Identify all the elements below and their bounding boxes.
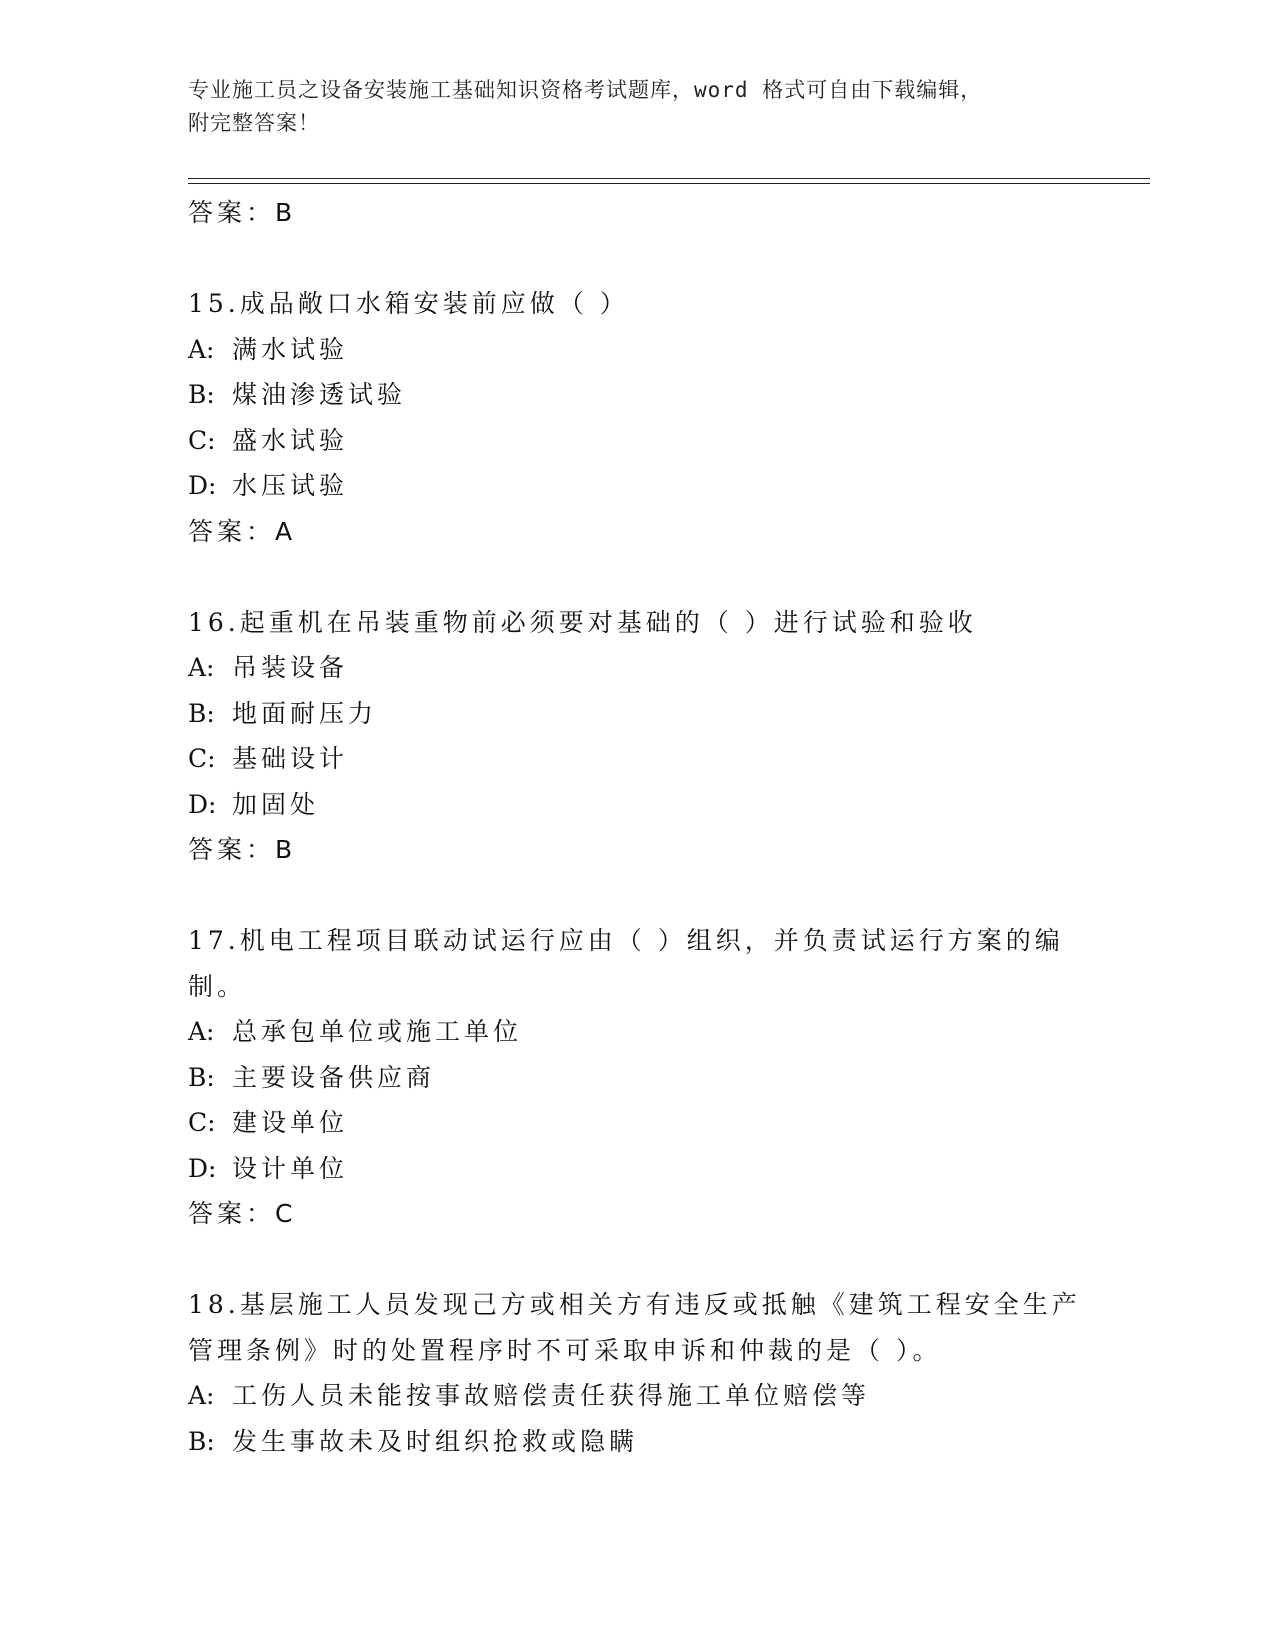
option-letter: B: (188, 380, 215, 409)
question-block (188, 1282, 1148, 1464)
option-line (188, 1146, 1148, 1192)
option-line (188, 782, 1148, 828)
header-divider-top (188, 178, 1150, 179)
option-text: 加固处 (232, 789, 320, 819)
option-text: 吊装设备 (232, 653, 349, 682)
answer-line (188, 827, 1148, 873)
question-block (188, 918, 1148, 1237)
option-line (188, 1009, 1148, 1055)
option-text: 盛水试验 (232, 425, 349, 455)
question-block (188, 600, 1148, 873)
spacer (188, 236, 1148, 282)
option-line (188, 645, 1148, 691)
question-text: 15.成品敞口水箱安装前应做（ ） (188, 289, 629, 318)
question-text: 17.机电工程项目联动试运行应由（ ）组织，并负责试运行方案的编 (188, 926, 1064, 955)
question-text: 16.起重机在吊装重物前必须要对基础的（ ）进行试验和验收 (188, 607, 977, 637)
option-text: 满水试验 (232, 334, 349, 364)
option-text: 总承包单位或施工单位 (232, 1017, 523, 1046)
option-letter: A: (188, 334, 215, 364)
option-letter: D: (188, 471, 217, 500)
header-line-1: 专业施工员之设备安装施工基础知识资格考试题库，word 格式可自由下载编辑， (188, 78, 983, 102)
option-text: 发生事故未及时组织抢救或隐瞒 (232, 1426, 639, 1456)
answer-line (188, 1191, 1148, 1237)
option-text: 工伤人员未能按事故赔偿责任获得施工单位赔偿等 (232, 1381, 871, 1410)
answer-value: B (275, 835, 294, 864)
option-letter: B: (188, 1426, 215, 1456)
spacer (188, 873, 1148, 919)
option-line (188, 1419, 1148, 1465)
answer-label: 答案： (188, 1199, 276, 1228)
option-letter: D: (188, 1153, 217, 1183)
option-text: 地面耐压力 (232, 698, 378, 728)
spacer (188, 554, 1148, 600)
option-letter: A: (188, 1017, 215, 1046)
option-text: 煤油渗透试验 (232, 380, 407, 409)
option-line (188, 1100, 1148, 1146)
answer-label: 答案： (188, 198, 276, 227)
answer-label: 答案： (188, 835, 276, 864)
option-line (188, 736, 1148, 782)
answer-value: A (275, 516, 294, 546)
spacer (188, 1237, 1148, 1283)
option-line (188, 691, 1148, 737)
option-line (188, 418, 1148, 464)
option-letter: B: (188, 1062, 215, 1092)
option-letter: B: (188, 698, 215, 728)
option-line (188, 463, 1148, 509)
question-text: 18.基层施工人员发现己方或相关方有违反或抵触《建筑工程安全生产 (188, 1290, 1081, 1319)
document-header (188, 74, 1068, 140)
header-divider-bottom (188, 183, 1150, 184)
question-text-continued: 制。 (188, 971, 247, 1001)
option-text: 建设单位 (232, 1108, 349, 1137)
option-letter: A: (188, 1381, 215, 1410)
option-letter: C: (188, 744, 216, 773)
answer-value: B (275, 198, 294, 227)
option-line (188, 1055, 1148, 1101)
option-text: 主要设备供应商 (232, 1062, 436, 1092)
option-line (188, 1373, 1148, 1419)
option-letter: A: (188, 653, 215, 682)
answer-label: 答案： (188, 516, 276, 546)
answer-line (188, 509, 1148, 555)
answer-line (188, 190, 1148, 236)
answer-value: C (275, 1199, 294, 1228)
option-line (188, 327, 1148, 373)
option-text: 水压试验 (232, 471, 349, 500)
option-text: 设计单位 (232, 1153, 349, 1183)
option-letter: C: (188, 425, 216, 455)
option-line (188, 372, 1148, 418)
header-line-2: 附完整答案！ (188, 111, 320, 135)
question-list (188, 190, 1148, 1464)
option-text: 基础设计 (232, 744, 349, 773)
question-text-continued: 管理条例》时的处置程序时不可采取申诉和仲裁的是（ ）。 (188, 1335, 942, 1365)
option-letter: C: (188, 1108, 216, 1137)
question-block (188, 281, 1148, 554)
option-letter: D: (188, 789, 217, 819)
